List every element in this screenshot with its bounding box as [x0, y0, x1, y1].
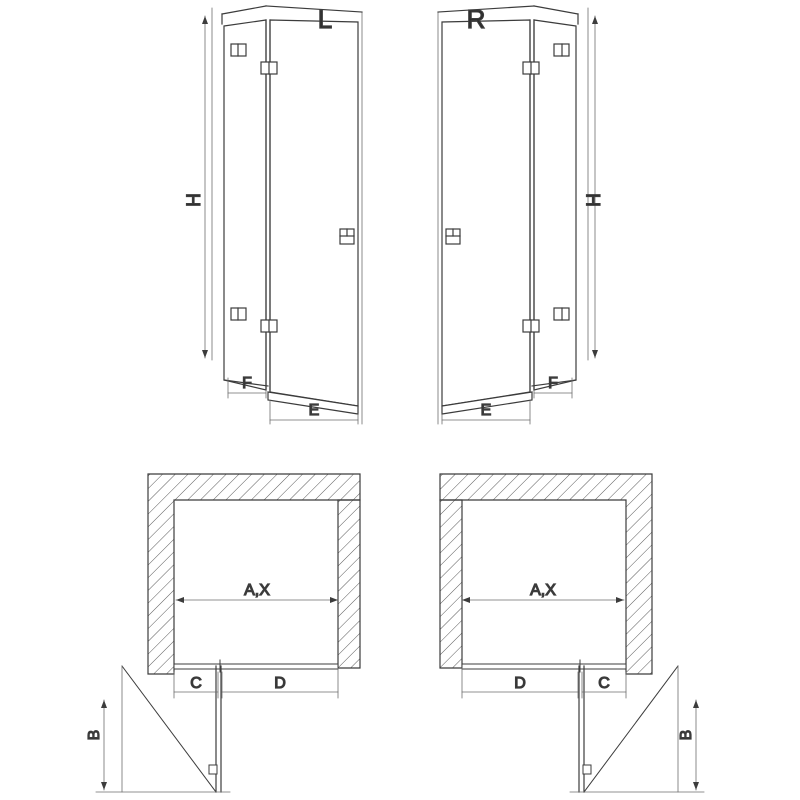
dimension-h-left	[184, 16, 208, 358]
dimension-d-left	[222, 668, 338, 698]
dimension-ax-right	[462, 582, 624, 603]
label-c-right: C	[598, 675, 610, 692]
label-variant-right: R	[466, 4, 486, 34]
label-c-left: C	[190, 675, 202, 692]
label-d-left: D	[274, 675, 286, 692]
plan-left-view	[86, 474, 360, 792]
dimension-ax-left	[176, 582, 338, 603]
elevation-left-view	[184, 4, 362, 424]
label-b-left: B	[86, 729, 103, 741]
label-e-right: E	[480, 402, 492, 419]
label-f-left: F	[242, 375, 252, 392]
dimension-c-right	[582, 672, 626, 698]
elevation-right-view	[438, 4, 605, 424]
plan-right-view	[440, 474, 704, 792]
label-h-right: H	[584, 193, 605, 207]
label-ax-right: A,X	[530, 582, 556, 599]
dimension-d-right	[462, 668, 578, 698]
handle-left-elevation	[340, 229, 354, 244]
label-f-right: F	[548, 375, 558, 392]
label-h-left: H	[184, 193, 205, 207]
handle-right-elevation	[446, 229, 460, 244]
dimension-c-left	[174, 672, 218, 698]
dimension-b-left	[86, 666, 230, 792]
label-variant-left: L	[317, 4, 333, 34]
label-e-left: E	[308, 402, 320, 419]
label-b-right: B	[678, 729, 695, 741]
label-d-right: D	[514, 675, 526, 692]
dimension-h-right	[584, 16, 605, 358]
label-ax-left: A,X	[244, 582, 270, 599]
